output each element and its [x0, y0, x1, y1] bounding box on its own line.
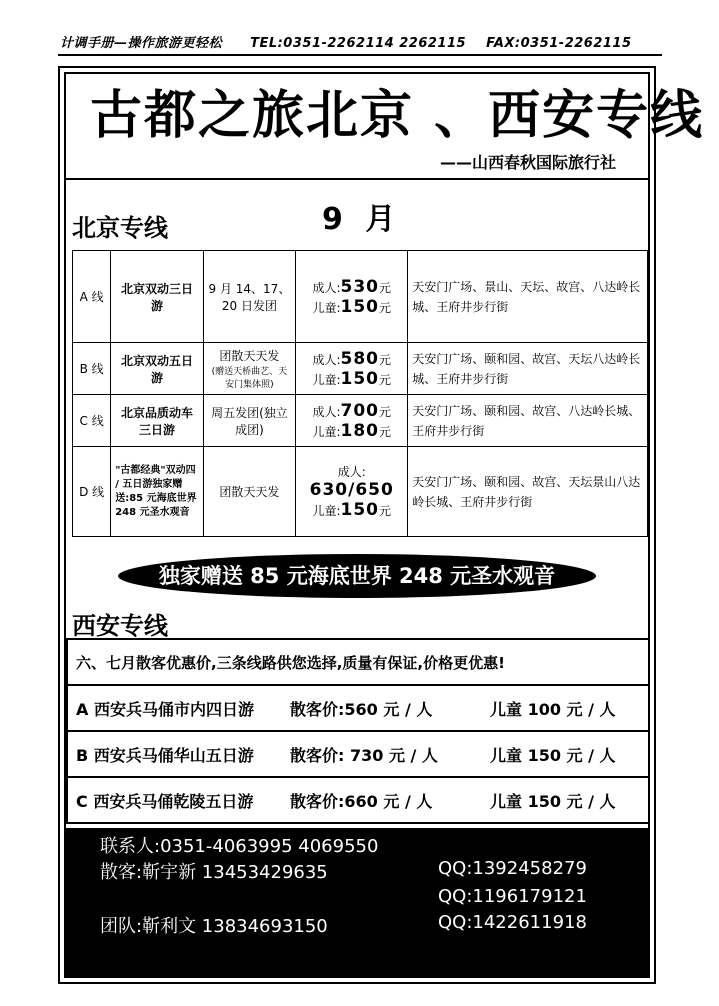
child-price: 180 [340, 420, 379, 441]
beijing-heading: 北京专线 [72, 214, 168, 242]
route-line: A 线 [73, 251, 111, 343]
table-row [67, 639, 649, 685]
route-date: 9 月 14、17、20 日发团 [203, 251, 295, 343]
child-label: 儿童: [312, 504, 341, 518]
xian-route-name: B 西安兵马俑华山五日游 [76, 745, 254, 765]
table-row [73, 251, 648, 343]
child-label: 儿童: [312, 424, 341, 439]
adult-label: 成人: [312, 404, 341, 419]
contact-box [66, 828, 650, 976]
main-title: 古都之旅北京 、西安专线 [90, 86, 705, 146]
xian-adult-price: 散客价:560 元 / 人 [290, 699, 433, 719]
route-date-note: (赠送天桥曲艺、天安门集体照) [211, 367, 288, 390]
adult-label: 成人: [312, 280, 341, 295]
route-line: D 线 [73, 447, 111, 537]
page-number: ·146· [66, 960, 101, 974]
route-line: B 线 [73, 343, 111, 395]
adult-price: 630/650 [309, 480, 394, 500]
gift-banner: 独家赠送 85 元海底世界 248 元圣水观音 [118, 554, 596, 598]
price-unit: 元 [378, 352, 391, 367]
xian-route-table [66, 638, 650, 824]
xian-adult-price: 散客价: 730 元 / 人 [290, 745, 438, 765]
price-unit: 元 [378, 300, 391, 315]
child-price: 150 [340, 500, 379, 520]
xian-route-row [67, 685, 649, 731]
route-line: C 线 [73, 395, 111, 447]
route-sights: 天安门广场、颐和园、故宫、八达岭长城、王府井步行街 [408, 395, 648, 447]
xian-route-row [67, 731, 649, 777]
route-date-main: 团散天天发 [219, 349, 280, 363]
header-phone: TEL:0351-2262114 2262115 [250, 36, 467, 51]
page-header [60, 32, 660, 54]
contact-qq: QQ:1422611918 [438, 912, 587, 933]
xian-child-price: 儿童 150 元 / 人 [490, 745, 616, 765]
contact-phone: 联系人:0351-4063995 4069550 [100, 836, 379, 857]
route-sights: 天安门广场、颐和园、故宫、天坛景山八达岭长城、王府井步行街 [408, 447, 648, 537]
route-name: "古都经典"双动四 / 五日游独家赠送:85 元海底世界248 元圣水观音 [111, 447, 203, 537]
header-divider [58, 54, 662, 56]
route-name: 北京双动三日游 [111, 251, 203, 343]
title-divider [64, 178, 650, 180]
route-price [296, 447, 408, 537]
route-name: 北京双动五日游 [111, 343, 203, 395]
price-unit: 元 [378, 372, 391, 387]
table-row [73, 447, 648, 537]
table-row [73, 343, 648, 395]
adult-price: 530 [340, 276, 379, 297]
adult-label: 成人: [312, 352, 341, 367]
route-sights: 天安门广场、颐和园、故宫、天坛八达岭长城、王府井步行街 [408, 343, 648, 395]
table-row [67, 685, 649, 731]
xian-route-name: C 西安兵马俑乾陵五日游 [76, 791, 254, 811]
adult-label: 成人: [337, 465, 366, 479]
price-unit: 元 [378, 404, 391, 419]
route-date: 周五发团(独立成团) [203, 395, 295, 447]
month-label: 9 月 [322, 202, 402, 237]
price-unit: 元 [378, 504, 391, 518]
route-price [296, 251, 408, 343]
route-price [296, 395, 408, 447]
route-sights: 天安门广场、景山、天坛、故宫、八达岭长城、王府井步行街 [408, 251, 648, 343]
table-row [67, 731, 649, 777]
agency-name: ——山西春秋国际旅行社 [440, 153, 617, 172]
price-unit: 元 [378, 280, 391, 295]
contact-individual: 散客:靳宇新 13453429635 [100, 862, 328, 883]
xian-route-row [67, 777, 649, 823]
header-fax: FAX:0351-2262115 [486, 36, 632, 51]
beijing-route-table [72, 250, 648, 537]
price-unit: 元 [378, 424, 391, 439]
xian-intro: 六、七月散客优惠价,三条线路供您选择,质量有保证,价格更优惠! [67, 639, 649, 685]
table-row [67, 777, 649, 823]
xian-heading: 西安专线 [72, 612, 168, 640]
xian-child-price: 儿童 100 元 / 人 [490, 699, 616, 719]
contact-group: 团队:靳利文 13834693150 [100, 916, 328, 937]
child-price: 150 [340, 296, 379, 317]
route-date: 团散天天发 [203, 447, 295, 537]
header-slogan: 计调手册—操作旅游更轻松 [60, 36, 223, 51]
child-label: 儿童: [312, 372, 341, 387]
xian-route-name: A 西安兵马俑市内四日游 [76, 699, 254, 719]
xian-adult-price: 散客价:660 元 / 人 [290, 791, 433, 811]
contact-qq: QQ:1196179121 [438, 886, 587, 907]
child-label: 儿童: [312, 300, 341, 315]
adult-price: 580 [340, 348, 379, 369]
table-row [73, 395, 648, 447]
child-price: 150 [340, 368, 379, 389]
route-date [203, 343, 295, 395]
route-name: 北京品质动车三日游 [111, 395, 203, 447]
xian-child-price: 儿童 150 元 / 人 [490, 791, 616, 811]
route-price [296, 343, 408, 395]
contact-qq: QQ:1392458279 [438, 858, 587, 879]
adult-price: 700 [340, 400, 379, 421]
